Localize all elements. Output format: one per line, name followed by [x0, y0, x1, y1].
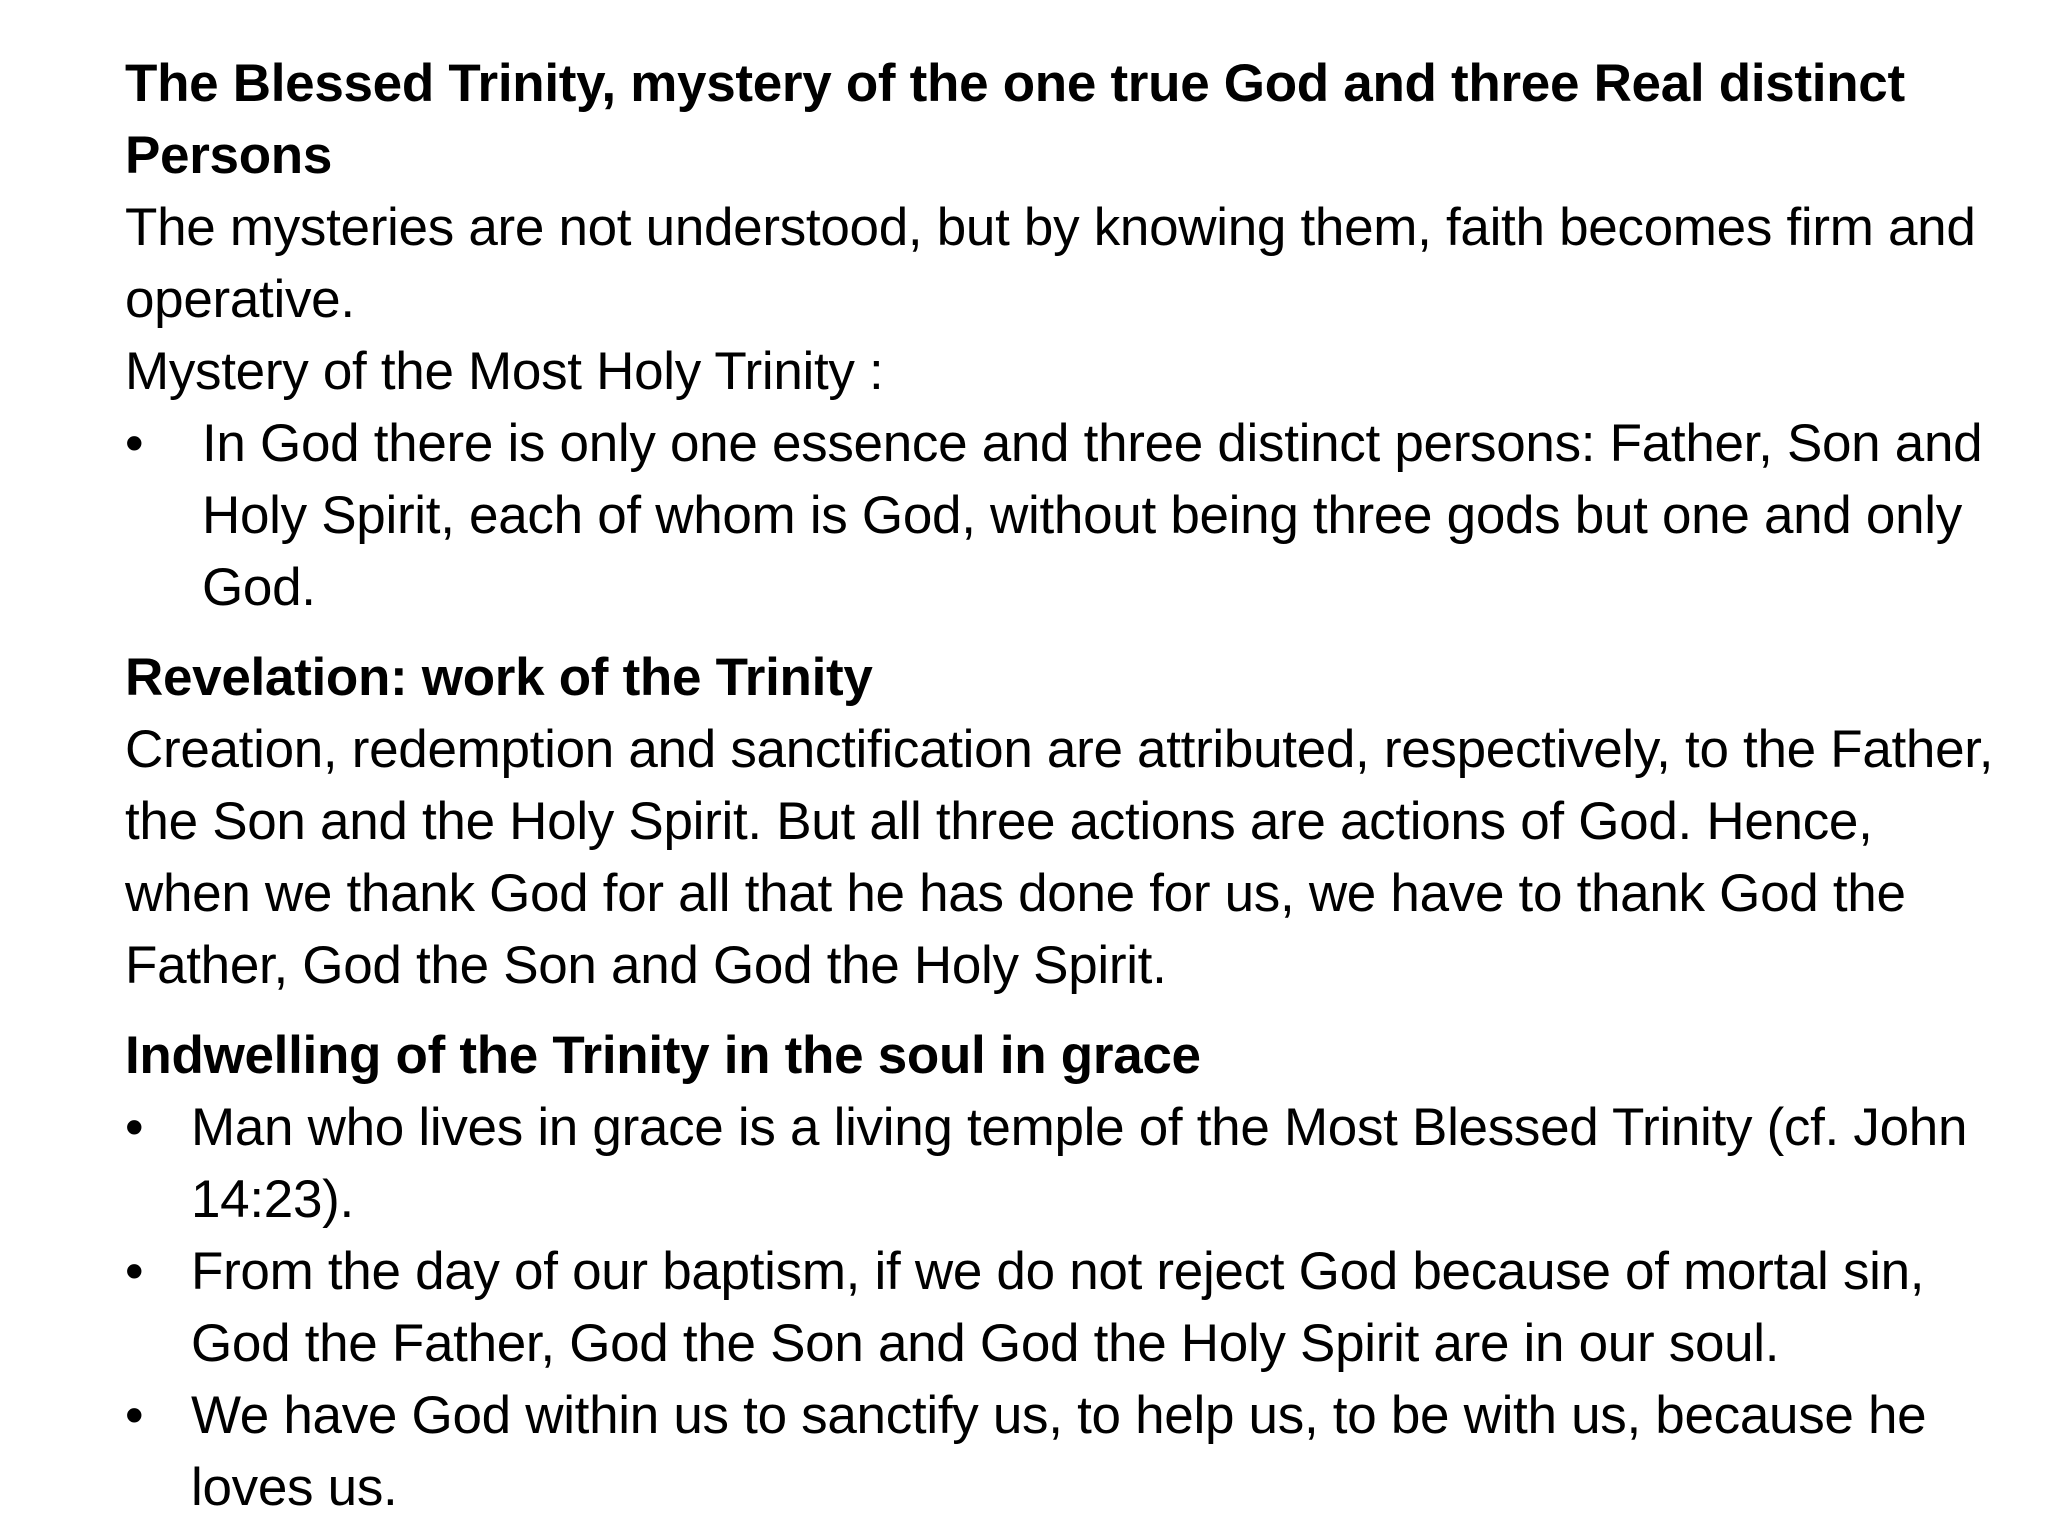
body-paragraph: Creation, redemption and sanctification are attributed, respectively, to the Father, the Son and the Holy Spirit. But all three actions are actions of God. Hence, when we thank God for all that he has done for us, we have to thank God the Father, God the Son and God the Holy Spirit.	[125, 720, 1994, 995]
list-item	[125, 1380, 2005, 1524]
bullet-icon: •	[125, 414, 144, 473]
slide-content	[125, 48, 2005, 1524]
subheading-text: Mystery of the Most Holy Trinity :	[125, 342, 884, 401]
list-item-text: Man who lives in grace is a living temple of the Most Blessed Trinity (cf. John 14:23).	[191, 1098, 1968, 1229]
section-heading: Indwelling of the Trinity in the soul in grace	[125, 1026, 1201, 1085]
bullet-icon: •	[125, 1242, 144, 1301]
bullet-list	[125, 408, 2005, 624]
section-trinity-mystery	[125, 48, 2005, 624]
list-item-text: From the day of our baptism, if we do not reject God because of mortal sin, God the Father, God the Son and God the Holy Spirit are in our soul.	[191, 1242, 1925, 1373]
section-indwelling	[125, 1020, 2005, 1524]
intro-paragraph: The mysteries are not understood, but by knowing them, faith becomes firm and operative.	[125, 198, 1976, 329]
list-item-text: In God there is only one essence and three distinct persons: Father, Son and Holy Spirit, each of whom is God, without being three gods but one and only God.	[202, 414, 1983, 617]
list-item	[125, 1092, 2005, 1236]
bullet-icon: •	[125, 1098, 144, 1157]
section-heading: Revelation: work of the Trinity	[125, 648, 873, 707]
list-item-text: We have God within us to sanctify us, to help us, to be with us, because he loves us.	[191, 1386, 1927, 1517]
list-item	[125, 408, 2005, 624]
bullet-icon: •	[125, 1386, 144, 1445]
section-revelation	[125, 642, 2005, 1002]
list-item	[125, 1236, 2005, 1380]
bullet-list	[125, 1092, 2005, 1524]
section-heading: The Blessed Trinity, mystery of the one true God and three Real distinct Persons	[125, 54, 1905, 185]
